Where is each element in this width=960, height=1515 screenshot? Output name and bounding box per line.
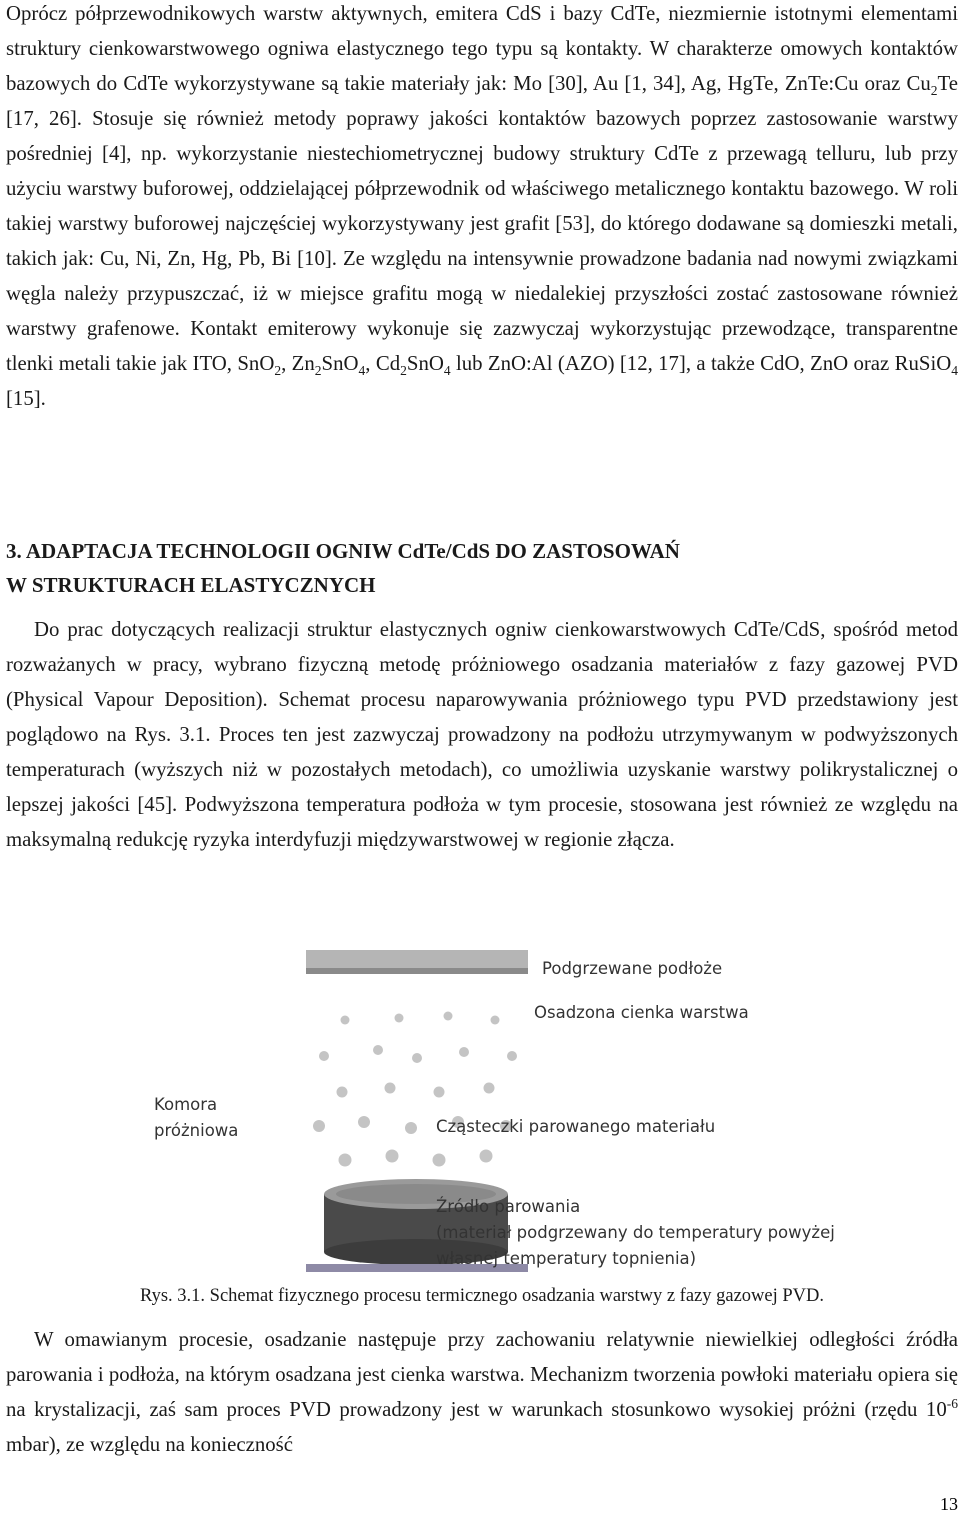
section-heading-line1: 3. ADAPTACJA TECHNOLOGII OGNIW CdTe/CdS DO ZASTOSOWAŃ xyxy=(6,539,680,563)
page-number: 13 xyxy=(940,1494,958,1514)
substrate-plate xyxy=(306,950,528,968)
label-source-line2: (materiał podgrzewany do temperatury powyżej xyxy=(436,1223,835,1242)
pvd-diagram xyxy=(6,946,958,1276)
paragraph-pvd-intro: Do prac dotyczących realizacji struktur elastycznych ogniw cienkowarstwowych CdTe/CdS, spośród metod rozważanych w pracy, wybrano fizyczną metodę próżniowego osadzania materiałów z fazy gazowej PVD (Physical Vapour Deposition). Schemat procesu naparowywania próżniowego typu PVD przedstawiony jest poglądowo na Rys. 3.1. Proces ten jest zazwyczaj prowadzony na podłożu utrzymywanym w podwyższonych temperaturach (wyższych niż w pozostałych metodach), co umożliwia uzyskanie warstwy polikrystalicznej o lepszej jakości [45]. Podwyższona temperatura podłoża w tym procesie, stosowana jest również ze względu na maksymalną redukcję ryzyka interdyfuzji międzywarstwowej w regionie złącza. xyxy=(6,618,958,851)
label-source-line1: Źródło parowania xyxy=(436,1197,581,1216)
label-chamber-line1: Komora xyxy=(154,1095,218,1114)
label-heated-substrate: Podgrzewane podłoże xyxy=(542,959,723,978)
vapor-particles xyxy=(313,1012,517,1167)
label-source-line3: własnej temperatury topnienia) xyxy=(436,1249,697,1268)
deposited-film xyxy=(306,968,528,974)
paragraph-contacts: Oprócz półprzewodnikowych warstw aktywnych, emitera CdS i bazy CdTe, niezmiernie istotnymi elementami struktury cienkowarstwowego ogniwa elastycznego tego typu są kontakty. W charakterze omowych kontaktów bazowych do CdTe wykorzystywane są takie materiały jak: Mo [30], Au [1, 34], Ag, HgTe, ZnTe:Cu oraz $Cu_2Te$ [17, 26]. Stosuje się również metody poprawy jakości kontaktów bazowych poprzez zastosowanie warstwy pośredniej [4], np. wykorzystanie niestechiometrycznej budowy struktury CdTe z przewagą telluru, lub przy użyciu warstwy buforowej, oddzielającej półprzewodnik od właściwego metalicznego kontaktu bazowego. W roli takiej warstwy buforowej najczęściej wykorzystywany jest grafit [53], do którego dodawane są domieszki metali, takich jak: Cu, Ni, Zn, Hg, Pb, Bi [10]. Ze względu na intensywnie prowadzone badania nad nowymi związkami węgla należy przypuszczać, iż w miejsce grafitu mogą w niedalekiej przyszłości zostać zastosowane również warstwy grafenowe. Kontakt emiterowy wykonuje się zazwyczaj wykorzystując przewodzące, transparentne tlenki metali takie jak ITO, SnO$_2$, $Zn_2SnO_4$, $Cd_2SnO_4$ lub ZnO:Al (AZO) [12, 17], a także CdO, ZnO oraz RuSiO$_4$ [15]. xyxy=(6,2,959,410)
section-heading xyxy=(6,534,680,602)
section-heading-line2: W STRUKTURACH ELASTYCZNYCH xyxy=(6,573,376,597)
label-chamber-line2: próżniowa xyxy=(154,1121,239,1140)
figure-pvd-schematic xyxy=(6,946,958,1276)
figure-caption: Rys. 3.1. Schemat fizycznego procesu termicznego osadzania warstwy z fazy gazowej PVD. xyxy=(139,1286,825,1306)
label-deposited-film: Osadzona cienka warstwa xyxy=(534,1003,749,1022)
label-vapor-particles: Cząsteczki parowanego materiału xyxy=(436,1117,716,1136)
paragraph-process: W omawianym procesie, osadzanie następuje przy zachowaniu relatywnie niewielkiej odległości źródła parowania i podłoża, na którym osadzana jest cienka warstwa. Mechanizm tworzenia powłoki materiału opiera się na krystalizacji, zaś sam proces PVD prowadzony jest w warunkach stosunkowo wysokiej próżni (rzędu $10^{-6}$ mbar), ze względu na konieczność xyxy=(6,1328,958,1456)
